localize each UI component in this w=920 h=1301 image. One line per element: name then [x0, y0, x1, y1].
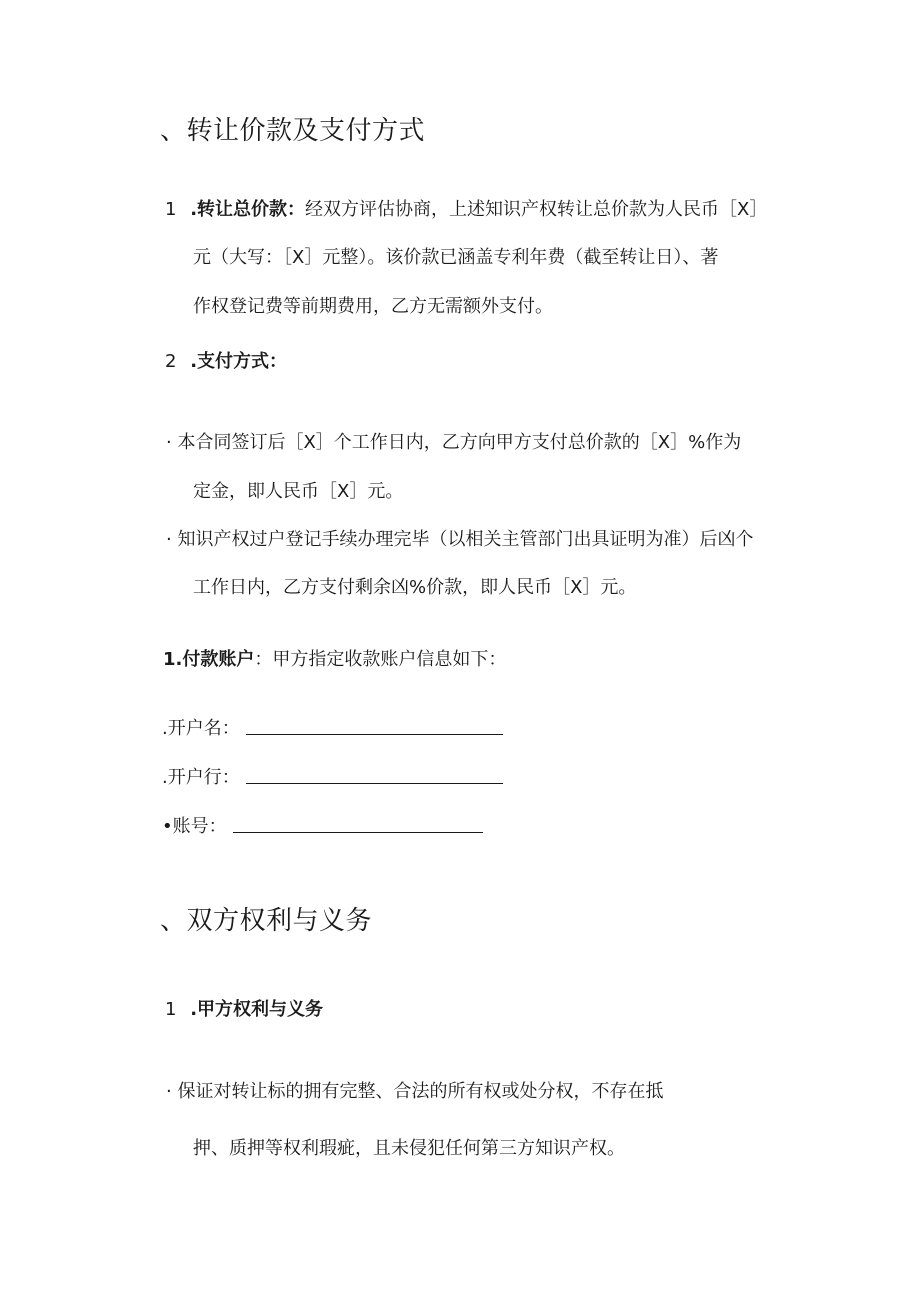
clause-payment-account: [163, 645, 506, 671]
clause-text: ：甲方指定收款账户信息如下：: [254, 649, 507, 670]
clause-total-price: [165, 195, 767, 221]
bullet-deposit-cont: 定金，即人民币［X］元。: [193, 481, 404, 502]
bullet-remaining-cont: 工作日内，乙方支付剩余凶%价款，即人民币［X］元。: [193, 577, 637, 598]
account-number-row: [162, 812, 227, 838]
account-name-label: .开户名：: [162, 718, 240, 739]
bullet-remaining: · 知识产权过户登记手续办理完毕（以相关主管部门出具证明为准）后凶个: [166, 529, 754, 550]
account-name-row: [162, 714, 240, 740]
clause-number: 1: [165, 999, 177, 1020]
clause-party-a-rights: [165, 995, 323, 1021]
account-bank-label: .开户行：: [162, 767, 240, 788]
section-heading-rights: 、双方权利与义务: [160, 906, 373, 936]
account-name-blank[interactable]: [246, 716, 503, 735]
clause-text: 经双方评估协商，上述知识产权转让总价款为人民币［X］: [305, 199, 768, 220]
clause-text-line: 作权登记费等前期费用，乙方无需额外支付。: [193, 296, 553, 317]
bullet-ownership: · 保证对转让标的拥有完整、合法的所有权或处分权，不存在抵: [166, 1081, 664, 1102]
clause-number: 2: [165, 351, 177, 372]
account-number-blank[interactable]: [233, 814, 483, 833]
clause-payment-method: [165, 347, 287, 373]
clause-label: .转让总价款：: [190, 199, 306, 220]
account-bank-blank[interactable]: [246, 765, 503, 784]
clause-text-line: 元（大写：［X］元整）。该价款已涵盖专利年费（截至转让日）、著: [193, 247, 719, 268]
clause-label: .甲方权利与义务: [190, 999, 324, 1020]
clause-label: .支付方式：: [190, 351, 288, 372]
account-number-label: •账号：: [162, 816, 227, 837]
clause-number: 1: [165, 199, 177, 220]
clause-label: 1.付款账户: [163, 649, 255, 670]
bullet-deposit: · 本合同签订后［X］个工作日内，乙方向甲方支付总价款的［X］%作为: [166, 432, 742, 453]
bullet-ownership-cont: 押、质押等权利瑕疵，且未侵犯任何第三方知识产权。: [193, 1138, 625, 1159]
account-bank-row: [162, 763, 240, 789]
section-heading-payment: 、转让价款及支付方式: [160, 116, 426, 146]
